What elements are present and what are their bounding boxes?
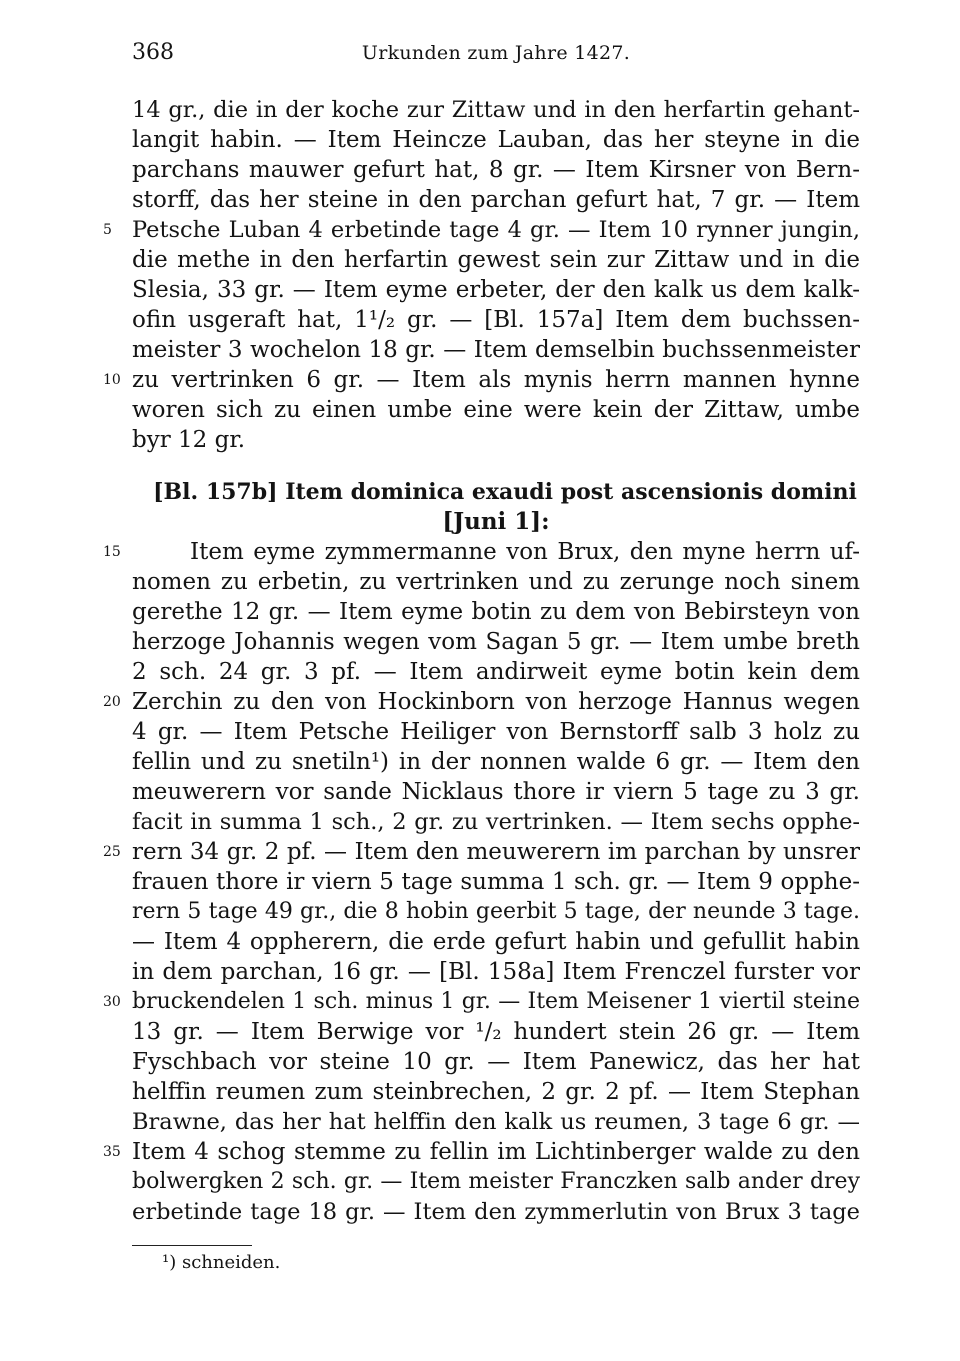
section-heading: [Bl. 157b] Item dominica exaudi post ascensionis domini (153, 479, 857, 505)
text-line: frauen thore ir viern 5 tage summa 1 sch. gr. — Item 9 opphe- (132, 869, 860, 895)
text-line: 2 sch. 24 gr. 3 pf. — Item andirweit eyme botin kein dem (132, 659, 860, 685)
text-line: facit in summa 1 sch., 2 gr. zu vertrinken. — Item sechs opphe- (132, 809, 860, 835)
text-line: rern 5 tage 49 gr., die 8 hobin geerbit 5 tage, der neunde 3 tage. (132, 899, 860, 924)
text-line: rern 34 gr. 2 pf. — Item den meuwerern im parchan by unsrer (132, 839, 860, 865)
text-line: byr 12 gr. (132, 427, 246, 453)
text-line: bruckendelen 1 sch. minus 1 gr. — Item Meisener 1 viertil steine (132, 989, 860, 1014)
line-number-35: 35 (103, 1144, 121, 1160)
text-line: nomen zu erbetin, zu vertrinken und zu zerunge noch sinem (132, 569, 860, 595)
text-line: gerethe 12 gr. — Item eyme botin zu dem von Bebirsteyn von (132, 599, 860, 625)
footnote-rule (132, 1245, 252, 1246)
text-line: die methe in den herfartin gewest sein zur Zittaw und in die (132, 247, 860, 273)
line-number-25: 25 (103, 844, 121, 860)
text-line: langit habin. — Item Heincze Lauban, das her steyne in die (132, 127, 860, 153)
page-header (132, 36, 860, 70)
line-number-15: 15 (103, 544, 121, 560)
section-heading-date: [Juni 1]: (442, 508, 550, 535)
text-line: meister 3 wochelon 18 gr. — Item demselbin buchssenmeister (132, 337, 860, 363)
footnote: ¹) schneiden. (162, 1252, 281, 1273)
line-number-10: 10 (103, 372, 121, 388)
text-line: Zerchin zu den von Hockinborn von herzoge Hannus wegen (132, 689, 860, 715)
text-line: Slesia, 33 gr. — Item eyme erbeter, der den kalk us dem kalk- (132, 277, 860, 303)
text-line: zu vertrinken 6 gr. — Item als mynis herrn mannen hynne (132, 367, 860, 393)
text-line: ofin usgeraft hat, 1¹/₂ gr. — [Bl. 157a] Item dem buchssen- (132, 307, 860, 333)
text-line: 4 gr. — Item Petsche Heiliger von Bernstorff salb 3 holz zu (132, 719, 860, 745)
line-number-20: 20 (103, 694, 121, 710)
line-number-30: 30 (103, 994, 121, 1010)
text-line: bolwergken 2 sch. gr. — Item meister Franczken salb ander drey (132, 1169, 860, 1194)
line-number-5: 5 (103, 222, 112, 238)
text-line: meuwerern vor sande Nicklaus thore ir viern 5 tage zu 3 gr. (132, 779, 860, 805)
text-line: 14 gr., die in der koche zur Zittaw und in den herfartin gehant- (132, 97, 860, 123)
text-line: woren sich zu einen umbe eine were kein der Zittaw, umbe (132, 397, 860, 423)
text-line: Item 4 schog stemme zu fellin im Lichtinberger walde zu den (132, 1139, 860, 1165)
text-line: Fyschbach vor steine 10 gr. — Item Panewicz, das her hat (132, 1049, 860, 1075)
text-line: Brawne, das her hat helffin den kalk us reumen, 3 tage 6 gr. — (132, 1109, 860, 1135)
text-line: 13 gr. — Item Berwige vor ¹/₂ hundert stein 26 gr. — Item (132, 1019, 860, 1045)
text-line: — Item 4 oppherern, die erde gefurt habin und gefullit habin (132, 929, 860, 955)
text-line: helffin reumen zum steinbrechen, 2 gr. 2 pf. — Item Stephan (132, 1079, 860, 1105)
text-line: erbetinde tage 18 gr. — Item den zymmerlutin von Brux 3 tage (132, 1199, 860, 1225)
text-line: parchans mauwer gefurt hat, 8 gr. — Item Kirsner von Bern- (132, 157, 860, 183)
text-line: fellin und zu snetiln¹) in der nonnen walde 6 gr. — Item den (132, 749, 860, 775)
page-number: 368 (132, 40, 174, 65)
text-line: in dem parchan, 16 gr. — [Bl. 158a] Item Frenczel furster vor (132, 959, 860, 985)
running-head: Urkunden zum Jahre 1427. (361, 42, 631, 64)
text-line: Petsche Luban 4 erbetinde tage 4 gr. — Item 10 rynner jungin, (132, 217, 860, 243)
text-line: storff, das her steine in den parchan gefurt hat, 7 gr. — Item (132, 187, 860, 213)
text-line: herzoge Johannis wegen vom Sagan 5 gr. — Item umbe breth (132, 629, 860, 655)
text-line: Item eyme zymmermanne von Brux, den myne herrn uf- (190, 539, 860, 565)
